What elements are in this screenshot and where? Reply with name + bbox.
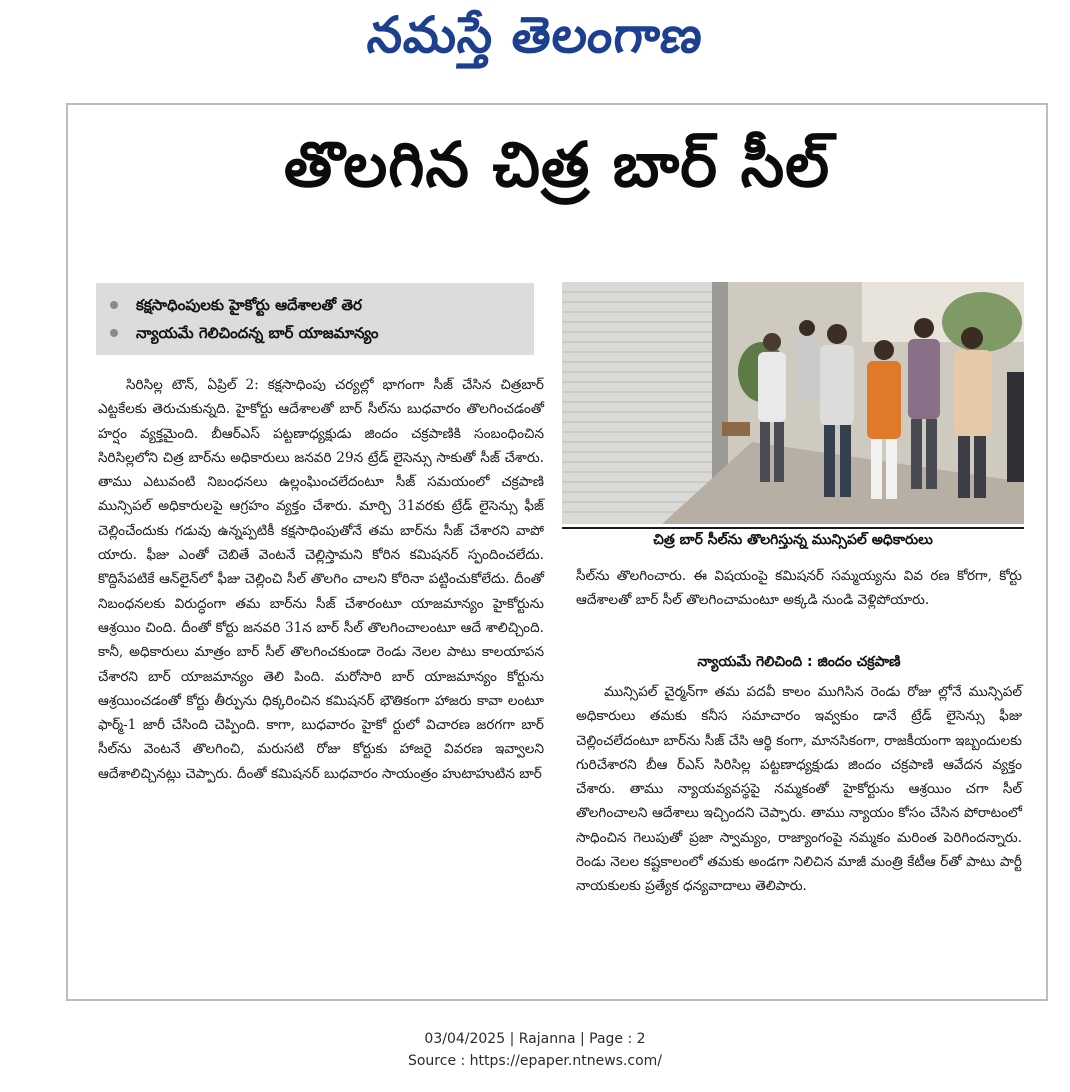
newspaper-logo: నమస్తే తెలంగాణ xyxy=(364,5,707,64)
source-link[interactable]: Source : https://epaper.ntnews.com/ xyxy=(407,1053,663,1069)
article-headline: తొలగిన చిత్ర బార్ సీల్ xyxy=(283,128,831,201)
bullet-icon xyxy=(110,301,118,309)
highlight-text: కక్షసాధింపులకు హైకోర్టు ఆదేశాలతో తెర xyxy=(136,296,362,314)
page-footer xyxy=(0,1028,1070,1072)
bullet-icon xyxy=(110,329,118,337)
news-photo xyxy=(562,282,1024,524)
body-text: సిరిసిల్ల టౌన్, ఏప్రిల్ 2: కక్షసాధింపు చర్యల్లో భాగంగా సీజ్ చేసిన చిత్రబార్ ఎట్టకేలకు తెరుచుకున్నది. హైకోర్టు ఆదేశాలతో బార్ సీల్‌ను బుధవారం తొలగించడంతో హర్షం వ్యక్తమైంది. బీఆర్‌ఎస్ పట్టణాధ్యక్షుడు జిందం చక్రపాణికి సంబంధించిన సిరిసిల్లలోని చిత్ర బార్‌ను అధికారులు జనవరి 29న ట్రేడ్ లైసెన్సు సాకుతో సీజ్ చేశారు. తాము ఎటువంటి నిబంధనలు ఉల్లంఘించలేదంటూ సీజ్ సమయంలో చక్రపాణి మున్సిపల్ అధికారులపై ఆగ్రహం వ్యక్తం చేశారు. మార్చి 31వరకు ట్రేడ్ లైసెన్సు ఫీజ్ చెల్లించేందుకు గడువు ఉన్నప్పటికీ కక్షసాధింపుతోనే తమ బార్‌ను సీజ్ చేశారని వాపో యారు. ఫీజు ఎంతో చెబితే వెంటనే చెల్లిస్తామని కోరిన కమిషనర్ స్పందించలేదు. కొద్దిసేపటికే ఆన్‌లైన్‌లో ఫీజు చెల్లించి సీల్ తొలగిం చాలని కోరినా పట్టించుకోలేదు. దీంతో నిబంధనలకు విరుద్ధంగా తమ బార్‌ను సీజ్ చేశారంటూ యాజమాన్యం హైకోర్టును ఆశ్రయిం చింది. దీంతో కోర్టు జనవరి 31న బార్ సీల్ తొలగించాలంటూ ఆదే శాలిచ్చింది. కానీ, అధికారులు మాత్రం బార్ సీల్ తొలగించకుండా రెండు నెలల పాటు కాలయాపన చేశారని బార్ యాజమాన్యం తెలి పింది. మరోసారి బార్ యాజమాన్యం కోర్టును ఆశ్రయించడంతో కోర్టు తీర్పును ధిక్కరించిన కమిషనర్ భౌతికంగా హాజరు కావా లంటూ ఫార్మ్-1 జారీ చేసింది చెప్పింది. కాగా, బుధవారం హైకో ర్టులో విచారణ జరగగా బార్ సీల్‌ను వెంటనే తొలగించి, మరుసటి రోజు కోర్టుకు హాజరై వివరణ ఇవ్వాలని ఆదేశాలిచ్చినట్లు చెప్పారు. దీంతో కమిషనర్ బుధవారం సాయంత్రం హుటాహుటిన బార్ xyxy=(98,377,544,782)
body-text: సీల్‌ను తొలగించారు. ఈ విషయంపై కమిషనర్ సమ్మయ్యను వివ రణ కోరగా, కోర్టు ఆదేశాలతో బార్ సీల్ తొలగించామంటూ అక్కడి నుండి వెళ్లిపోయారు. xyxy=(576,568,1022,609)
article-subheading: న్యాయమే గెలిచింది : జిందం చక్రపాణి xyxy=(697,654,901,670)
body-text: మున్సిపల్ చైర్మన్‌గా తమ పదవీ కాలం ముగిసిన రెండు రోజు ల్లోనే మున్సిపల్ అధికారులు తమకు కనీస సమాచారం ఇవ్వకుం డానే ట్రేడ్ లైసెన్సు ఫీజు చెల్లించలేదంటూ బార్‌ను సీజ్ చేసి ఆర్థి కంగా, మానసికంగా, రాజకీయంగా ఇబ్బందులకు గురిచేశారని బీఆ ర్‌ఎస్ సిరిసిల్ల పట్టణాధ్యక్షుడు జిందం చక్రపాణి ఆవేదన వ్యక్తం చేశారు. తాము న్యాయవ్యవస్థపై నమ్మకంతో హైకోర్టును ఆశ్రయిం చగా సీల్ తొలగించాలని ఆదేశాలు ఇచ్చిందని చెప్పారు. తాము న్యాయం కోసం చేసిన పోరాటంలో సాధించిన గెలుపుతో ప్రజా స్వామ్యం, రాజ్యాంగంపై నమ్మకం మరింత పెరిగిందన్నారు. రెండు నెలల కష్టకాలంలో తమకు అండగా నిలిచిన మాజీ మంత్రి కేటీఆ ర్‌తో పాటు పార్టీ నాయకులకు ప్రత్యేక ధన్యవాదాలు తెలిపారు. xyxy=(576,684,1022,895)
article-clipping xyxy=(66,103,1048,1001)
highlights-box xyxy=(96,283,534,355)
highlight-item xyxy=(136,291,520,319)
highlight-text: న్యాయమే గెలిచిందన్న బార్ యాజమాన్యం xyxy=(136,324,379,342)
article-body-right-column-bottom xyxy=(576,680,1022,899)
masthead xyxy=(0,0,1070,82)
caption-divider xyxy=(562,527,1024,529)
article-body-left-column xyxy=(98,373,544,786)
photo-caption: చిత్ర బార్ సీల్‌ను తొలగిస్తున్న మున్సిపల్ అధికారులు xyxy=(653,532,933,548)
highlight-item xyxy=(136,319,520,347)
edition-info: 03/04/2025 | Rajanna | Page : 2 xyxy=(424,1031,646,1047)
article-body-right-column-top xyxy=(576,564,1022,613)
